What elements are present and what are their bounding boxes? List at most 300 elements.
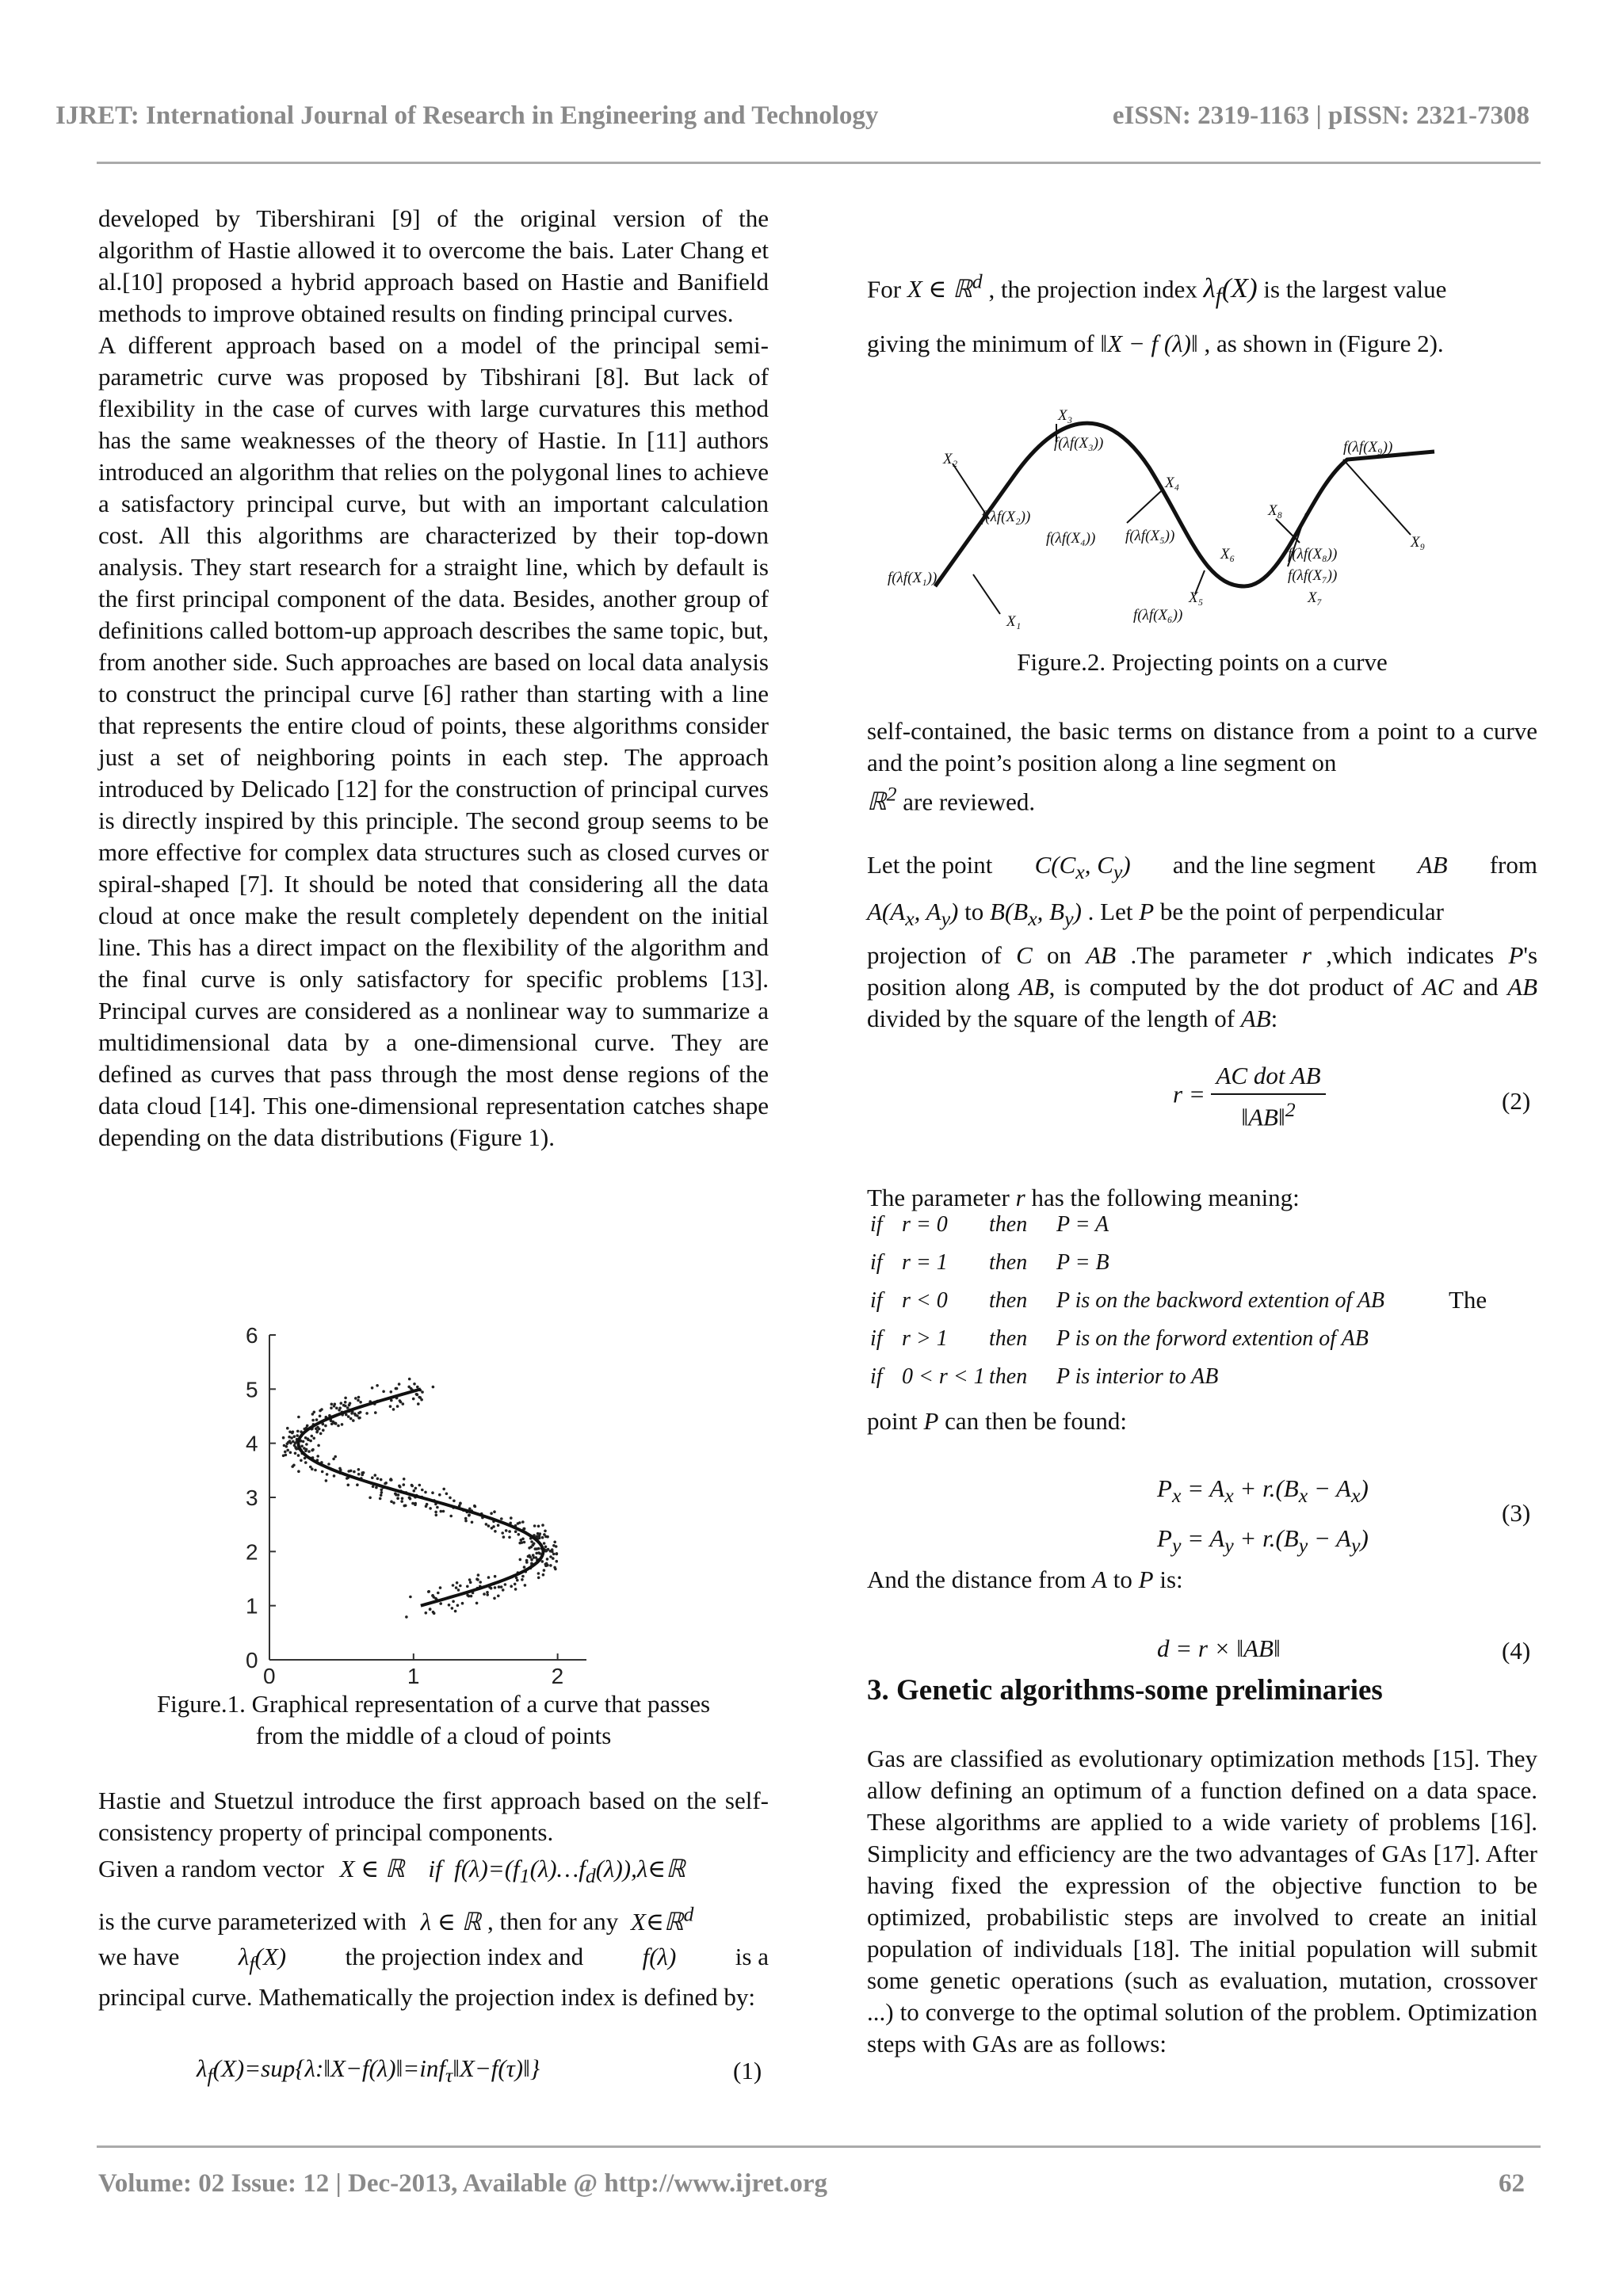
scatter-point [371, 1476, 374, 1479]
scatter-point [376, 1384, 379, 1387]
page-number: 62 [1499, 2169, 1525, 2198]
text: on [1047, 941, 1072, 970]
scatter-point [326, 1473, 329, 1476]
figure-1-chart [222, 1311, 602, 1684]
scatter-point [396, 1405, 399, 1408]
scatter-point [408, 1378, 411, 1381]
scatter-point [490, 1512, 493, 1515]
scatter-point [396, 1497, 399, 1500]
scatter-point [425, 1611, 428, 1615]
scatter-point [358, 1417, 361, 1420]
scatter-point [517, 1533, 521, 1536]
fig2-label: X₆ [1220, 546, 1235, 563]
scatter-point [390, 1478, 393, 1482]
scatter-point [433, 1612, 436, 1615]
scatter-point [418, 1484, 422, 1487]
scatter-point [556, 1553, 559, 1556]
scatter-point [392, 1408, 395, 1411]
text: Let the point [867, 851, 993, 879]
scatter-point [330, 1403, 334, 1406]
scatter-point [417, 1402, 420, 1405]
scatter-point [508, 1536, 511, 1539]
scatter-point [464, 1520, 468, 1523]
scatter-point [348, 1404, 351, 1407]
equation-4: d = r × ‖AB‖ [1157, 1634, 1281, 1662]
scatter-point [319, 1432, 323, 1436]
text: and the line segment [1172, 851, 1376, 879]
condition-if: if [870, 1326, 883, 1351]
fig2-label: f(λf(X₁)) [888, 570, 938, 586]
equation-2-number: (2) [1502, 1087, 1531, 1115]
scatter-point [502, 1589, 505, 1592]
condition-if: if [870, 1288, 883, 1313]
ga-paragraph [867, 1743, 1537, 2060]
scatter-point [537, 1572, 540, 1575]
fig2-label: X₂ [943, 451, 958, 467]
scatter-point [461, 1602, 464, 1605]
scatter-point [529, 1556, 532, 1559]
scatter-point [476, 1578, 479, 1581]
scatter-point [517, 1522, 520, 1525]
scatter-point [411, 1502, 414, 1505]
scatter-point [435, 1514, 438, 1517]
scatter-point [304, 1436, 307, 1440]
text: is the largest value [1263, 275, 1447, 303]
scatter-point [319, 1415, 322, 1418]
scatter-point [296, 1430, 300, 1433]
scatter-point [431, 1491, 434, 1494]
paragraph: A different approach based on a model of the principal semi-parametric curve was proposed by Tibshirani [8]. But lack of flexibility in the case of curves with large curvatures this method has the same weaknesses of the theory of Hastie. In [11] authors introduced an algorithm that relies on the polygonal lines to achieve a satisfactory principal curve, but with an important calculation cost. All this algorithms are characterized by their top-down analysis. They start research for a straight line, which by default is the first principal component of the data. Besides, another group of definitions called bottom-up approach describes the same topic, but, from another side. Such approaches are based on local data analysis to construct the principal curve [6] rather than starting with a line that represents the entire cloud of points, these algorithms consider just a set of neighboring points in each step. The approach introduced by Delicado [12] for the construction of principal curves is directly inspired by this principle. The second group seems to be more effective for complex data structures such as closed curves or spiral-shaped [7]. It should be noted that considering all the data cloud at once make the result completely dependent on the initial line. This has a direct impact on the flexibility of the algorithm and the final curve is only satisfactory for specific problems [13]. Principal curves are considered as a nonlinear way to summarize a multidimensional data by a one-dimensional curve. They are defined as curves that pass through the most dense regions of the data cloud [14]. This one-dimensional representation catches shape depending on the data distributions (Figure 1). [98, 331, 769, 1151]
scatter-point [289, 1451, 292, 1455]
scatter-point [427, 1590, 430, 1593]
scatter-point [533, 1524, 537, 1527]
scatter-point [317, 1444, 320, 1447]
scatter-point [347, 1415, 350, 1418]
scatter-point [533, 1543, 536, 1546]
scatter-point [395, 1387, 398, 1390]
x-tick-label: 2 [551, 1664, 564, 1684]
y-tick-label: 0 [246, 1648, 258, 1672]
projection-line [1343, 460, 1411, 535]
condition-then: then [989, 1288, 1028, 1313]
page-header [55, 98, 1529, 138]
scatter-point [436, 1506, 439, 1509]
scatter-point [379, 1497, 382, 1501]
scatter-point [297, 1416, 300, 1419]
scatter-point [365, 1412, 369, 1415]
scatter-point [282, 1436, 285, 1440]
scatter-point [291, 1432, 294, 1435]
scatter-point [359, 1411, 362, 1414]
scatter-point [525, 1561, 529, 1564]
scatter-point [376, 1478, 380, 1481]
scatter-point [403, 1478, 406, 1481]
scatter-point [514, 1583, 517, 1586]
issn: eISSN: 2319-1163 | pISSN: 2321-7308 [1112, 101, 1529, 130]
left-column [98, 203, 769, 1154]
scatter-point [549, 1555, 552, 1558]
scatter-point [300, 1445, 304, 1448]
scatter-point [384, 1482, 388, 1485]
text: from [1489, 851, 1537, 879]
scatter-point [375, 1486, 378, 1489]
scatter-point [335, 1407, 338, 1410]
scatter-point [494, 1575, 497, 1578]
scatter-point [520, 1539, 523, 1542]
scatter-point [485, 1523, 488, 1526]
scatter-point [291, 1465, 294, 1468]
scatter-point [524, 1584, 527, 1587]
figure-2-caption: Figure.2. Projecting points on a curve [1017, 648, 1388, 676]
figure-2-diagram [888, 404, 1458, 634]
scatter-point [516, 1579, 519, 1582]
scatter-point [451, 1607, 454, 1610]
fig2-label: X₄ [1165, 475, 1180, 491]
y-tick-label: 3 [246, 1486, 258, 1510]
scatter-point [353, 1470, 356, 1474]
text: , then for any [487, 1907, 619, 1936]
scatter-point [523, 1541, 526, 1544]
x-tick-label: 0 [263, 1664, 276, 1684]
scatter-point [290, 1436, 293, 1440]
scatter-point [371, 1386, 374, 1390]
scatter-point [459, 1585, 462, 1588]
scatter-point [530, 1546, 533, 1549]
text: ,which indicates [1326, 941, 1495, 970]
scatter-point [416, 1386, 419, 1389]
scatter-point [304, 1461, 307, 1464]
scatter-point [294, 1452, 297, 1455]
condition-cond: r = 0 [902, 1212, 948, 1237]
scatter-point [544, 1535, 548, 1539]
scatter-point [324, 1425, 327, 1428]
scatter-point [288, 1440, 292, 1443]
scatter-point [399, 1486, 402, 1489]
scatter-point [505, 1529, 508, 1532]
scatter-point [541, 1524, 544, 1527]
scatter-point [357, 1468, 361, 1471]
parameter-intro: The parameter r has the following meaning: [867, 1184, 1300, 1211]
y-tick-label: 1 [246, 1593, 258, 1619]
scatter-point [442, 1488, 445, 1491]
scatter-point [346, 1406, 349, 1409]
scatter-point [418, 1396, 421, 1399]
scatter-point [546, 1564, 549, 1567]
scatter-point [300, 1459, 303, 1463]
scatter-point [403, 1483, 406, 1486]
scatter-point [380, 1493, 383, 1497]
scatter-point [307, 1450, 311, 1453]
projection-line [1127, 491, 1161, 523]
scatter-point [361, 1471, 365, 1474]
scatter-point [440, 1510, 443, 1513]
scatter-point [293, 1435, 296, 1438]
scatter-point [347, 1484, 350, 1487]
scatter-point [337, 1425, 340, 1428]
text: , the projection index [988, 275, 1197, 303]
scatter-point [315, 1418, 319, 1421]
scatter-point [401, 1497, 404, 1501]
scatter-point [399, 1401, 403, 1404]
scatter-point [414, 1487, 418, 1490]
scatter-point [374, 1411, 377, 1414]
scatter-point [508, 1530, 511, 1533]
scatter-point [438, 1493, 441, 1497]
equation-3: $P_x = A_x + r.(B_x - A_x)$ $P_y = A_y + r.(B_y - A_y)$ [1157, 1474, 1369, 1558]
text: principal curve. Mathematically the projection index is defined by: [98, 1982, 755, 2011]
scatter-point [456, 1604, 460, 1608]
paragraph: Hastie and Stuetzul introduce the first approach based on the self-consistency property of principal components. [98, 1787, 769, 1846]
scatter-point [294, 1447, 297, 1450]
fig2-label: X₃ [1058, 407, 1073, 424]
distance-text: And the distance from A to P is: [867, 1566, 1183, 1593]
scatter-point [541, 1536, 544, 1539]
scatter-point [487, 1524, 491, 1527]
scatter-point [546, 1558, 549, 1561]
scatter-point [556, 1560, 559, 1563]
scatter-point [369, 1497, 372, 1500]
caption-line: from the middle of a cloud of points [255, 1722, 612, 1749]
scatter-point [497, 1524, 500, 1527]
scatter-point [497, 1595, 500, 1598]
scatter-point [536, 1535, 539, 1539]
scatter-point [457, 1589, 460, 1592]
scatter-point [405, 1615, 408, 1619]
scatter-point [334, 1422, 338, 1425]
paragraph: self-contained, the basic terms on distance from a point to a curve and the point’s position along a line segment on [867, 717, 1537, 776]
scatter-point [296, 1434, 299, 1437]
scatter-point [553, 1541, 556, 1544]
scatter-point [530, 1558, 533, 1562]
scatter-point [466, 1585, 469, 1589]
scatter-point [309, 1440, 312, 1443]
scatter-point [297, 1470, 300, 1473]
text: , as shown in (Figure 2). [1204, 330, 1444, 358]
scatter-point [490, 1587, 493, 1590]
text: And the distance from [867, 1566, 1086, 1593]
fig2-label: f(λf(X₈)) [1288, 546, 1338, 563]
scatter-point [456, 1581, 459, 1585]
text: divided by the square of the length of [867, 1005, 1235, 1033]
scatter-point [553, 1566, 556, 1569]
scatter-point [286, 1427, 289, 1430]
paragraph: Gas are classified as evolutionary optimization methods [15]. They allow defining an optimum of a function defined on a data space. These algorithms are applied to a wide variety of problems [16]. Simplicity and efficiency are the two advantages of GAs [17]. After having fixed the expression of the objective function to be optimized, probabilistic steps are involved to create an initial population of individuals [18]. The initial population will submit some genetic operations (such as evaluation, mutation, crossover ...) to converge to the optimal solution of the problem. Optimization steps with GAs are as follows: [867, 1745, 1537, 2058]
scatter-point [468, 1578, 472, 1581]
scatter-point [318, 1428, 321, 1431]
equation-1-number: (1) [733, 2057, 762, 2084]
scatter-point [549, 1550, 552, 1553]
scatter-point [332, 1458, 335, 1461]
scatter-point [453, 1500, 456, 1503]
text: can then be found: [945, 1407, 1128, 1435]
text: be the point of perpendicular [1159, 898, 1444, 926]
scatter-point [389, 1405, 392, 1408]
scatter-point [356, 1414, 359, 1417]
scatter-point [532, 1554, 535, 1557]
scatter-point [414, 1502, 417, 1505]
the-text: The [1449, 1286, 1487, 1314]
scatter-point [334, 1455, 337, 1459]
scatter-point [483, 1592, 486, 1596]
condition-res: P is interior to AB [1056, 1364, 1219, 1389]
condition-then: then [989, 1250, 1028, 1275]
text: has the following meaning: [1031, 1184, 1300, 1211]
fig2-label: f(λf(X₄)) [1046, 530, 1096, 547]
y-tick-label: 4 [246, 1431, 258, 1456]
scatter-point [311, 1413, 315, 1416]
fig1-principal-curve [298, 1389, 543, 1605]
scatter-point [455, 1586, 458, 1589]
scatter-point [534, 1547, 537, 1550]
scatter-point [439, 1602, 442, 1605]
scatter-point [501, 1531, 504, 1535]
scatter-point [541, 1560, 544, 1563]
scatter-point [537, 1525, 540, 1528]
scatter-point [479, 1581, 482, 1584]
figure-1-caption [98, 1688, 769, 1752]
fig2-label: f(λf(X₃)) [1054, 435, 1104, 452]
scatter-point [452, 1600, 455, 1604]
scatter-point [510, 1585, 513, 1588]
scatter-point [314, 1469, 317, 1472]
equation-2: r = $\frac{\text{AC dot AB}}{‖AB‖^2}$ [1173, 1062, 1326, 1131]
scatter-point [519, 1558, 522, 1562]
text: we have [98, 1942, 180, 1970]
section-heading: 3. Genetic algorithms-some preliminaries [867, 1674, 1383, 1707]
condition-res: P is on the forword extention of AB [1056, 1326, 1369, 1351]
scatter-point [494, 1586, 497, 1589]
scatter-point [543, 1542, 546, 1545]
text: , is computed by the dot product of [1048, 973, 1414, 1001]
scatter-point [421, 1390, 424, 1394]
condition-then: then [989, 1212, 1028, 1237]
condition-cond: 0 < r < 1 [902, 1364, 985, 1389]
condition-then: then [989, 1326, 1028, 1351]
scatter-point [354, 1397, 357, 1400]
scatter-point [302, 1440, 305, 1444]
volume-info: Volume: 02 Issue: 12 | Dec-2013, Available @ http://www.ijret.org [98, 2169, 828, 2198]
scatter-point [521, 1520, 525, 1524]
x-tick-label: 1 [407, 1664, 420, 1684]
scatter-point [356, 1483, 359, 1486]
text: and [1462, 973, 1499, 1001]
scatter-point [473, 1505, 476, 1508]
scatter-point [321, 1470, 324, 1474]
text: .The parameter [1130, 941, 1288, 970]
scatter-point [448, 1604, 451, 1607]
condition-cond: r > 1 [902, 1326, 948, 1351]
text: For [867, 275, 902, 303]
condition-then: then [989, 1364, 1028, 1389]
fig2-label: X₉ [1411, 534, 1426, 551]
scatter-point [305, 1443, 308, 1446]
scatter-point [390, 1501, 393, 1504]
scatter-point [439, 1586, 442, 1589]
scatter-point [424, 1491, 427, 1494]
scatter-point [538, 1537, 541, 1540]
scatter-point [312, 1437, 315, 1440]
scatter-point [537, 1577, 540, 1580]
scatter-point [426, 1503, 429, 1506]
scatter-point [319, 1409, 322, 1413]
scatter-point [346, 1477, 349, 1480]
condition-res: P = A [1056, 1212, 1109, 1237]
scatter-point [544, 1530, 547, 1533]
header-rule [97, 162, 1541, 164]
right-intro: For X ∈ ℝ$^d$ , the projection index $\lambda_f(X)$ is the largest value giving the minimum of ‖X − f (λ)‖ , as shown in (Figure 2). [867, 270, 1447, 358]
scatter-point [537, 1532, 540, 1535]
scatter-point [552, 1553, 556, 1556]
text: . Let [1087, 898, 1133, 926]
page-footer [98, 2169, 1525, 2209]
scatter-point [330, 1406, 333, 1409]
fig2-label: X₈ [1268, 502, 1283, 519]
y-tick-label: 5 [246, 1377, 258, 1402]
text: Given a random vector [98, 1855, 324, 1882]
scatter-point [469, 1581, 472, 1584]
journal-title: IJRET: International Journal of Research in Engineering and Technology [55, 101, 879, 130]
equation-1: $\lambda_f(X)=sup\{\lambda:‖X-f(\lambda)‖=inf_\tau‖X-f(\tau)‖\}$ [197, 2054, 540, 2088]
scatter-point [382, 1390, 385, 1394]
scatter-point [487, 1576, 491, 1579]
scatter-point [415, 1393, 418, 1396]
text: giving the minimum of [867, 330, 1094, 358]
fig2-label: f(λf(X₅)) [1125, 528, 1175, 544]
scatter-point [380, 1489, 384, 1492]
scatter-point [359, 1401, 362, 1404]
text: to [964, 898, 984, 926]
text: 's position along [867, 941, 1538, 1001]
point-found: point P can then be found: [867, 1407, 1128, 1435]
scatter-point [398, 1383, 401, 1386]
scatter-point [521, 1578, 524, 1581]
scatter-point [537, 1551, 540, 1554]
definition-block: Given a random vector X ∈ ℝ if $f(\lambda)=(f_1(\lambda)\dots f_d(\lambda)),\lambda\in ℝ$ is the curve parameterized with λ ∈ ℝ , then for any X∈ℝ$^d$ we have $\lambda_f(X)$ the projection index and f(λ) is a principal curve. Mathematically the projection index is defined by: [98, 1852, 769, 2013]
scatter-point [543, 1569, 546, 1572]
scatter-point [493, 1597, 496, 1600]
fig2-label: X₁ [1006, 613, 1022, 630]
scatter-point [432, 1386, 435, 1389]
condition-if: if [870, 1250, 883, 1275]
scatter-point [304, 1449, 307, 1452]
scatter-point [333, 1474, 336, 1478]
scatter-point [449, 1497, 452, 1500]
scatter-point [357, 1473, 361, 1476]
scatter-point [412, 1398, 415, 1401]
scatter-point [500, 1585, 503, 1589]
scatter-point [523, 1566, 526, 1569]
scatter-point [411, 1485, 414, 1488]
scatter-point [325, 1479, 328, 1482]
scatter-point [344, 1397, 347, 1400]
scatter-point [514, 1588, 517, 1591]
scatter-point [491, 1527, 494, 1530]
scatter-point [315, 1431, 319, 1434]
scatter-point [493, 1510, 496, 1513]
scatter-point [338, 1409, 341, 1412]
scatter-point [327, 1463, 330, 1466]
scatter-point [421, 1489, 424, 1492]
text: are reviewed. [903, 788, 1036, 816]
scatter-point [390, 1390, 393, 1394]
scatter-point [442, 1510, 445, 1513]
condition-if: if [870, 1364, 883, 1389]
scatter-point [350, 1412, 353, 1415]
right-paragraph: self-contained, the basic terms on distance from a point to a curve and the point’s position along a line segment on ℝ$^2$ are reviewed. [867, 717, 1537, 816]
scatter-point [297, 1454, 300, 1457]
scatter-point [549, 1564, 552, 1567]
scatter-point [413, 1383, 416, 1386]
